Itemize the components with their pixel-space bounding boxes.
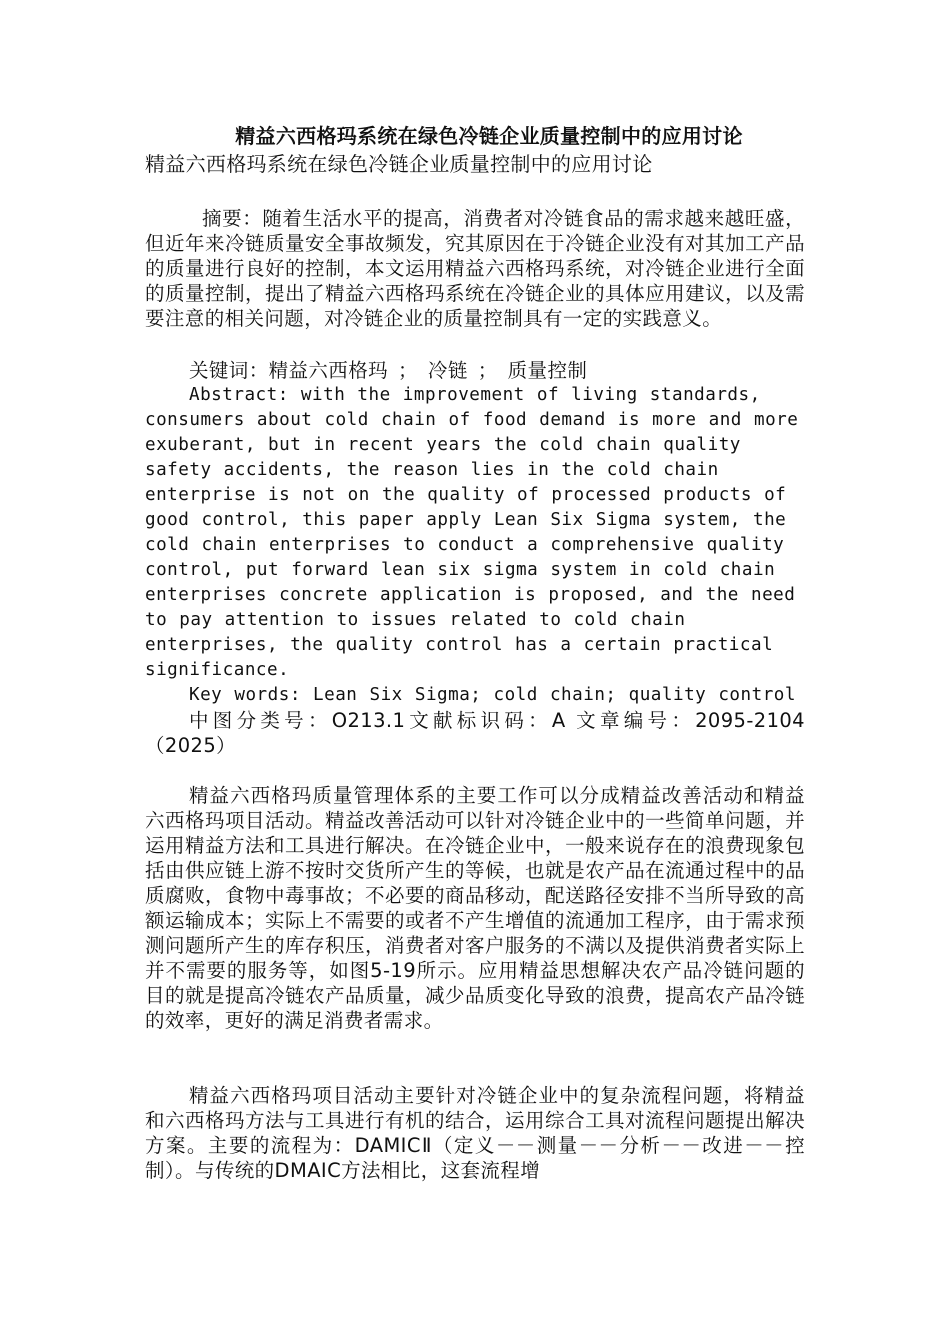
abstract-english: Abstract: with the improvement of living standards, consumers about cold chain of food demand is more and more exuberant, but in recent years the cold chain quality safety accidents, the reason lies in the cold chain enterprise is not on the quality of processed products of good control, this paper apply Lean Six Sigma system, the cold chain enterprises to conduct a comprehensive quality control, put forward lean six sigma system in cold chain enterprises concrete application is proposed, and the need to pay attention to issues related to cold chain enterprises, the quality control has a certain practical significance. xyxy=(145,385,799,680)
paragraph-spacer xyxy=(145,1033,805,1083)
keyword-separator: ； xyxy=(477,359,498,382)
keyword-item: 精益六西格玛 xyxy=(268,359,389,382)
document-title-bold: 精益六西格玛系统在绿色冷链企业质量控制中的应用讨论 xyxy=(235,124,743,148)
abstract-chinese: 摘要：随着生活水平的提高，消费者对冷链食品的需求越来越旺盛，但近年来冷链质量安全事故频发，究其原因在于冷链企业没有对其加工产品的质量进行良好的控制，本文运用精益六西格玛系统，对冷链企业进行全面的质量控制，提出了精益六西格玛系统在冷链企业的具体应用建议，以及需要注意的相关问题，对冷链企业的质量控制具有一定的实践意义。 xyxy=(145,207,805,330)
keyword-item: 冷链 xyxy=(427,359,468,382)
classification-number: 中图分类号：O213.1文献标识码：A 文章编号：2095-2104（2025） xyxy=(145,709,805,757)
keywords-chinese xyxy=(145,358,805,383)
body-paragraph-2: 精益六西格玛项目活动主要针对冷链企业中的复杂流程问题，将精益和六西格玛方法与工具进行有机的结合，运用综合工具对流程问题提出解决方案。主要的流程为：DAMICⅡ（定义－－测量－－分析－－改进－－控制）。与传统的DMAIC方法相比，这套流程增 xyxy=(145,1084,805,1182)
document-title: 精益六西格玛系统在绿色冷链企业质量控制中的应用讨论 xyxy=(145,152,653,176)
keywords-english: Key words: Lean Six Sigma; cold chain; quality control xyxy=(189,685,796,705)
keyword-item: 质量控制 xyxy=(507,359,588,382)
document-body xyxy=(145,122,805,1183)
paragraph-spacer xyxy=(145,758,805,783)
keywords-label: 关键词： xyxy=(189,359,269,382)
body-paragraph-1: 精益六西格玛质量管理体系的主要工作可以分成精益改善活动和精益六西格玛项目活动。精益改善活动可以针对冷链企业中的一些简单问题，并运用精益方法和工具进行解决。在冷链企业中，一般来说存在的浪费现象包括由供应链上游不按时交货所产生的等候，也就是农产品在流通过程中的品质腐败，食物中毒事故；不必要的商品移动，配送路径安排不当所导致的高额运输成本；实际上不需要的或者不产生增值的流通加工程序，由于需求预测问题所产生的库存积压，消费者对客户服务的不满以及提供消费者实际上并不需要的服务等，如图5-19所示。应用精益思想解决农产品冷链问题的目的就是提高冷链农产品质量，减少品质变化导致的浪费，提高农产品冷链的效率，更好的满足消费者需求。 xyxy=(145,784,805,1032)
keyword-separator: ； xyxy=(398,359,418,382)
